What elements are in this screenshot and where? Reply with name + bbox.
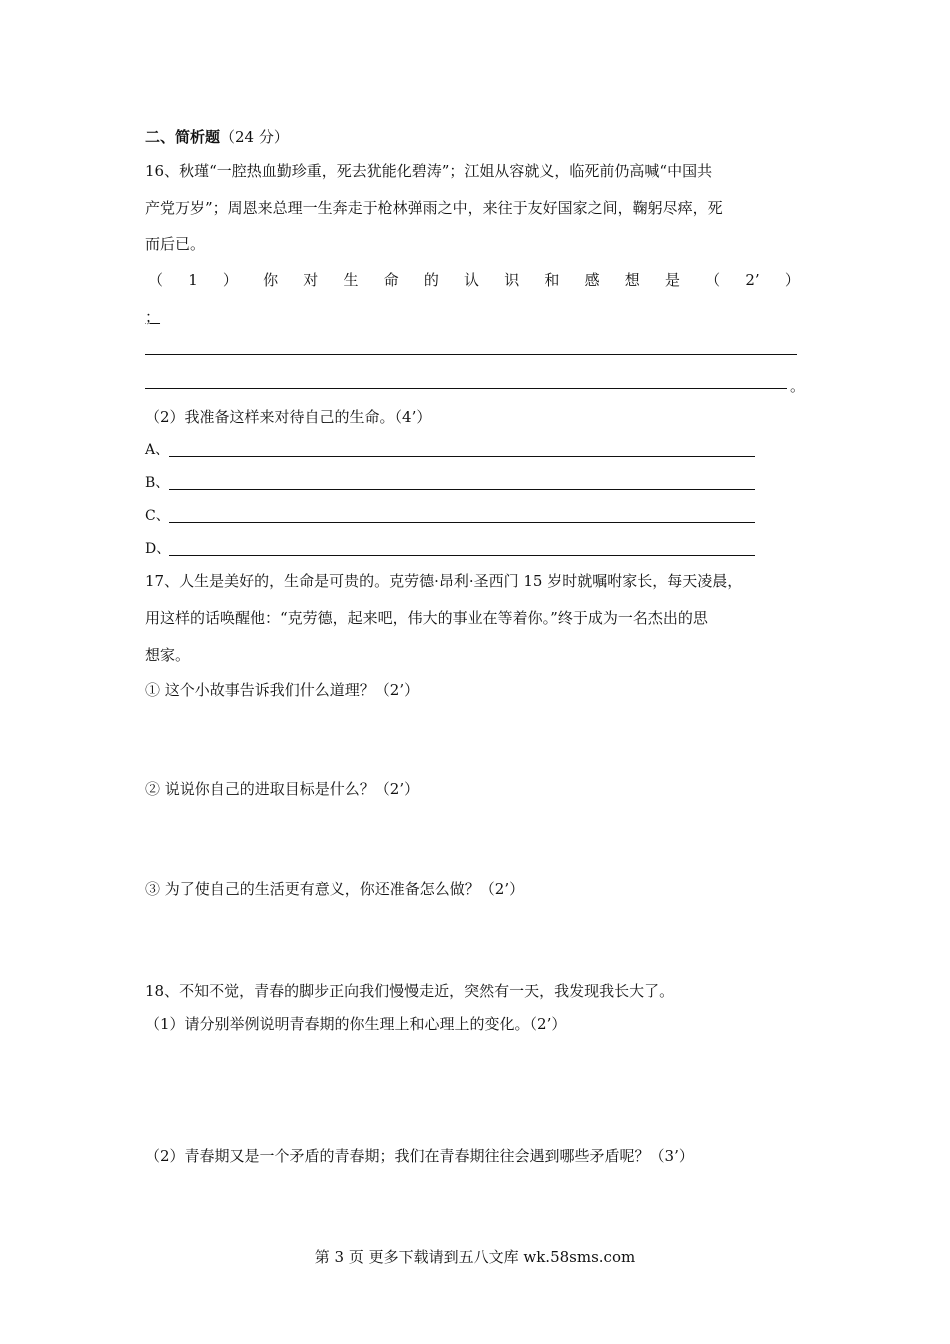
- q16-sub1-char: 是: [664, 271, 680, 289]
- q17-sub1-prompt: ① 这个小故事告诉我们什么道理？（2’）: [145, 681, 420, 699]
- q18-text-line: 18、不知不觉，青春的脚步正向我们慢慢走近，突然有一天，我发现我长大了。: [145, 982, 675, 1000]
- q16-sub1-char: （: [705, 271, 721, 289]
- q16-sub1-char: 和: [544, 271, 560, 289]
- q16-sub1-char: （: [148, 271, 164, 289]
- q16-sub1-char: 命: [383, 271, 399, 289]
- answer-line[interactable]: [145, 354, 797, 355]
- section-title: 二、简析题: [145, 128, 221, 146]
- option-b-answer-line[interactable]: [169, 489, 755, 490]
- q16-sub1-char: 感: [584, 271, 600, 289]
- q16-sub1-char: 2’: [745, 271, 760, 289]
- q17-sub3-prompt: ③ 为了使自己的生活更有意义，你还准备怎么做？（2’）: [145, 880, 525, 898]
- q16-text-line-2: 产党万岁”；周恩来总理一生奔走于枪林弹雨之中，来往于友好国家之间，鞠躬尽瘁，死: [145, 199, 723, 217]
- option-label-b: B、: [145, 475, 170, 491]
- q16-sub1-char: 想: [624, 271, 640, 289]
- q17-text-line-3: 想家。: [145, 646, 191, 664]
- q18-sub2-prompt: （2）青春期又是一个矛盾的青春期；我们在青春期往往会遇到哪些矛盾呢？（3’）: [145, 1147, 694, 1165]
- q16-sub1-char: 识: [504, 271, 520, 289]
- q16-sub1-char: ）: [784, 271, 800, 289]
- option-d-answer-line[interactable]: [169, 555, 755, 556]
- answer-end-period: 。: [790, 377, 806, 395]
- q16-sub1-char: 的: [423, 271, 439, 289]
- answer-line[interactable]: [145, 388, 787, 389]
- option-c-answer-line[interactable]: [169, 522, 755, 523]
- page-footer: 第 3 页 更多下载请到五八文库 wk.58sms.com: [314, 1248, 636, 1266]
- section-heading: [145, 127, 289, 147]
- option-label-d: D、: [145, 541, 171, 557]
- option-label-c: C、: [145, 508, 170, 524]
- q16-sub1-char: ）: [222, 271, 238, 289]
- q16-sub1-semicolon: ；: [145, 308, 161, 326]
- q16-sub1-prompt: [148, 270, 800, 290]
- q16-sub1-char: 对: [303, 271, 319, 289]
- q17-text-line-2: 用这样的话唤醒他：“克劳德，起来吧，伟大的事业在等着你。”终于成为一名杰出的思: [145, 609, 708, 627]
- q16-sub1-char: 认: [464, 271, 480, 289]
- q16-text-line-1: 16、秋瑾“一腔热血勤珍重，死去犹能化碧涛”；江姐从容就义，临死前仍高喊“中国共: [145, 162, 713, 180]
- q16-sub1-char: 生: [343, 271, 359, 289]
- q16-sub2-prompt: （2）我准备这样来对待自己的生命。（4’）: [145, 408, 432, 426]
- q18-sub1-prompt: （1）请分别举例说明青春期的你生理上和心理上的变化。（2’）: [145, 1015, 567, 1033]
- q17-sub2-prompt: ② 说说你自己的进取目标是什么？（2’）: [145, 780, 420, 798]
- section-score: （24 分）: [220, 128, 289, 146]
- q16-sub1-char: 你: [263, 271, 279, 289]
- option-a-answer-line[interactable]: [169, 456, 755, 457]
- q16-text-line-3: 而后已。: [145, 235, 206, 253]
- option-label-a: A、: [145, 442, 170, 458]
- q16-sub1-tail: [145, 307, 160, 327]
- q17-text-line-1: 17、人生是美好的，生命是可贵的。克劳德·昂利·圣西门 15 岁时就嘱咐家长，每天凌晨，: [145, 572, 743, 590]
- q16-sub1-char: 1: [188, 271, 198, 289]
